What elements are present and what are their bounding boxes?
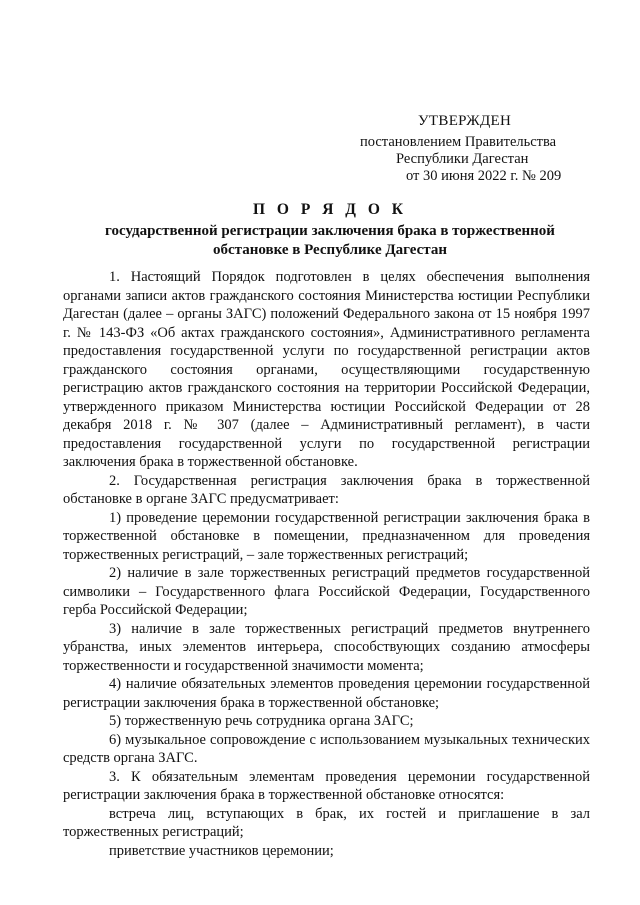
list-item-1: 1) проведение церемонии государственной регистрации заключения брака в торжественной обстановке в помещении, предназначенном для проведения торжественных регистраций, – зале торжественных регистраций; (63, 509, 590, 563)
list-item-3: 3) наличие в зале торжественных регистраций предметов внутреннего убранства, иных элементов интерьера, способствующих созданию атмосферы торжественности и государственной значимости момента; (63, 620, 590, 674)
approval-date-number: от 30 июня 2022 г. № 209 (406, 168, 562, 184)
approval-government: Республики Дагестан (396, 151, 529, 167)
list-item-6: 6) музыкальное сопровождение с использованием музыкальных технических средств органа ЗАГС. (63, 731, 590, 766)
approval-stamp (360, 113, 610, 185)
document-body (63, 268, 590, 860)
paragraph-2: 2. Государственная регистрация заключения брака в торжественной обстановке в органе ЗАГС предусматривает: (63, 472, 590, 507)
document-subtitle-line2: обстановке в Республике Дагестан (212, 242, 447, 258)
document-title: П О Р Я Д О К (253, 201, 407, 218)
paragraph-3: 3. К обязательным элементам проведения церемонии государственной регистрации заключения брака в торжественной обстановке относятся: (63, 768, 590, 803)
document-subtitle-line1: государственной регистрации заключения брака в торжественной (105, 223, 555, 239)
list-item-2: 2) наличие в зале торжественных регистраций предметов государственной символики – Государственного флага Российской Федерации, Государственного герба Российской Федерации; (63, 565, 590, 618)
approval-title: УТВЕРЖДЕН (418, 113, 512, 129)
element-item-1: встреча лиц, вступающих в брак, их гостей и приглашение в зал торжественных регистраций; (63, 805, 590, 840)
list-item-5: 5) торжественную речь сотрудника органа ЗАГС; (109, 713, 414, 729)
list-item-4: 4) наличие обязательных элементов проведения церемонии государственной регистрации заключения брака в торжественной обстановке; (63, 676, 590, 711)
paragraph-1: 1. Настоящий Порядок подготовлен в целях обеспечения выполнения органами записи актов гражданского состояния Министерства юстиции Республики Дагестан (далее – органы ЗАГС) положений Федерального закона от 15 ноября 1997 г. № 143-ФЗ «Об актах гражданского состояния», Административного регламента предоставления государственной услуги по государственной регистрации актов гражданского состояния органами, осуществляющими государственную регистрацию актов гражданского состояния на территории Российской Федерации, утвержденного приказом Министерства юстиции Российской Федерации от 28 декабря 2018 г. № 307 (далее – Административный регламент), в части предоставления государственной услуги по государственной регистрации заключения брака в торжественной обстановке. (63, 269, 590, 470)
document-heading (60, 200, 600, 260)
approval-resolution: постановлением Правительства (360, 134, 557, 150)
element-item-2: приветствие участников церемонии; (109, 842, 334, 859)
